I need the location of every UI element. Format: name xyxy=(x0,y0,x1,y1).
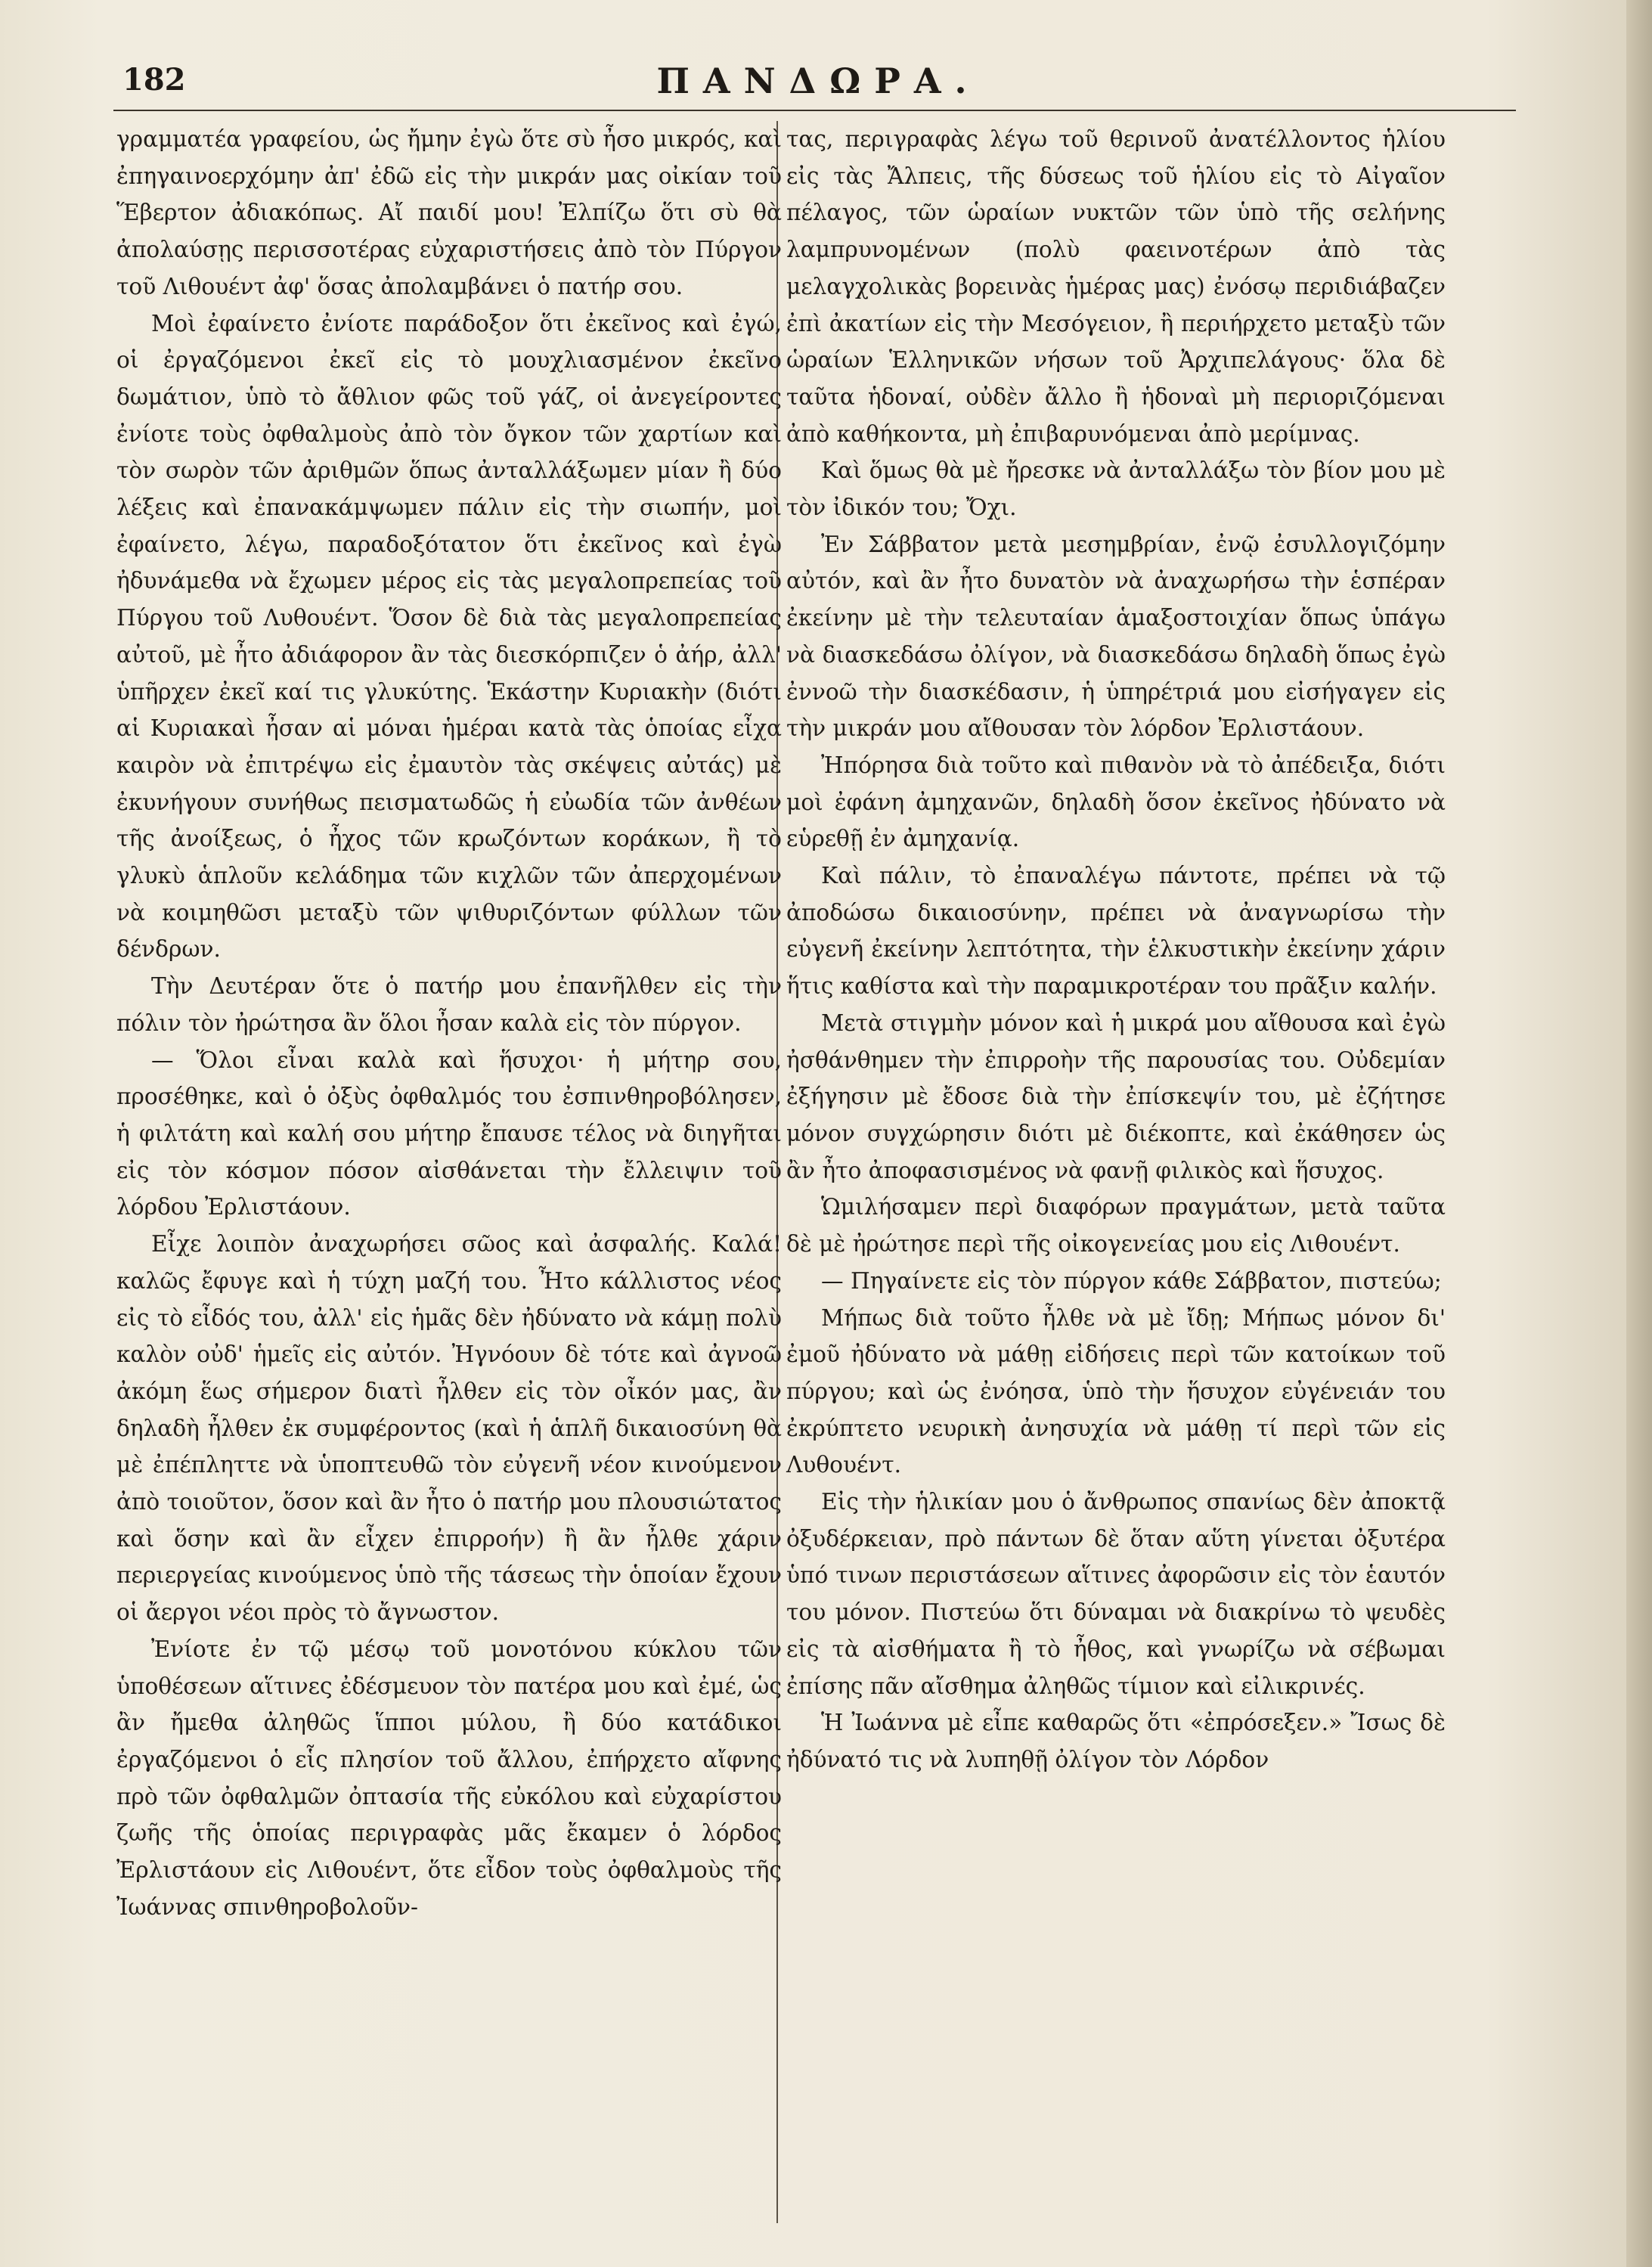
header-rule xyxy=(113,110,1516,111)
paragraph: Ἐν Σάββατον μετὰ μεσημβρίαν, ἐνῷ ἐσυλλογιζόμην αὐτόν, καὶ ἂν ἦτο δυνατὸν νὰ ἀναχωρήσω τὴν ἑσπέραν ἐκείνην μὲ τὴν τελευταίαν ἁμαξοστοιχίαν ὅπως ὑπάγω νὰ διασκεδάσω ὀλίγον, νὰ διασκεδάσω δηλαδὴ ὅπως ἐγὼ ἐννοῶ τὴν διασκέδασιν, ἡ ὑπηρέτριά μου εἰσήγαγεν εἰς τὴν μικράν μου αἴθουσαν τὸν λόρδον Ἐρλιστάουν. xyxy=(786,531,1446,742)
paragraph: — Πηγαίνετε εἰς τὸν πύργον κάθε Σάββατον, πιστεύω; xyxy=(821,1267,1442,1294)
running-header xyxy=(113,59,1523,104)
paragraph: Ἐνίοτε ἐν τῷ μέσῳ τοῦ μονοτόνου κύκλου τῶν ὑποθέσεων αἵτινες ἐδέσμευον τὸν πατέρα μου καὶ ἐμέ, ὡς ἂν ἤμεθα ἀληθῶς ἵπποι μύλου, ἢ δύο κατάδικοι ἐργαζόμενοι ὁ εἷς πλησίον τοῦ ἄλλου, ἐπήρχετο αἴφνης πρὸ τῶν ὀφθαλμῶν ὀπτασία τῆς εὐκόλου καὶ εὐχαρίστου ζωῆς τῆς ὁποίας περιγραφὰς μᾶς ἔκαμεν ὁ λόρδος Ἐρλιστάουν εἰς Λιθουέντ, ὅτε εἶδον τοὺς ὀφθαλμοὺς τῆς Ἰωάννας σπινθηροβολοῦν- xyxy=(116,1636,782,1920)
paragraph: Μοὶ ἐφαίνετο ἐνίοτε παράδοξον ὅτι ἐκεῖνος καὶ ἐγώ, οἱ ἐργαζόμενοι ἐκεῖ εἰς τὸ μουχλιασμένον ἐκεῖνο δωμάτιον, ὑπὸ τὸ ἄθλιον φῶς τοῦ γάζ, οἱ ἀνεγείροντες ἐνίοτε τοὺς ὀφθαλμοὺς ἀπὸ τὸν ὄγκον τῶν χαρτίων καὶ τὸν σωρὸν τῶν ἀριθμῶν ὅπως ἀνταλλάξωμεν μίαν ἢ δύο λέξεις καὶ ἐπανακάμψωμεν πάλιν εἰς τὴν σιωπήν, μοὶ ἐφαίνετο, λέγω, παραδοξότατον ὅτι ἐκεῖνος καὶ ἐγὼ ἠδυνάμεθα νὰ ἔχωμεν μέρος εἰς τὰς μεγαλοπρεπείας τοῦ Πύργου τοῦ Λυθουέντ. Ὅσον δὲ διὰ τὰς μεγαλοπρεπείας αὐτοῦ, μὲ ἦτο ἀδιάφορον ἂν τὰς διεσκόρπιζεν ὁ ἀήρ, ἀλλ' ὑπῆρχεν ἐκεῖ καί τις γλυκύτης. Ἑκάστην Κυριακὴν (διότι αἱ Κυριακαὶ ἦσαν αἱ μόναι ἡμέραι κατὰ τὰς ὁποίας εἶχα καιρὸν νὰ ἐπιτρέψω εἰς ἐμαυτὸν τὰς σκέψεις αὐτάς) μὲ ἐκυνήγουν συνήθως πεισματωδῶς ἡ εὐωδία τῶν ἀνθέων τῆς ἀνοίξεως, ὁ ἦχος τῶν κρωζόντων κοράκων, ἢ τὸ γλυκὺ ἁπλοῦν κελάδημα τῶν κιχλῶν τῶν ἀπερχομένων νὰ κοιμηθῶσι μεταξὺ τῶν ψιθυριζόντων φύλλων τῶν δένδρων. xyxy=(116,310,782,963)
paragraph: Καὶ ὅμως θὰ μὲ ἤρεσκε νὰ ἀνταλλάξω τὸν βίον μου μὲ τὸν ἰδικόν του; Ὄχι. xyxy=(786,457,1446,521)
paragraph: Εἶχε λοιπὸν ἀναχωρήσει σῶος καὶ ἀσφαλής. Καλά! καλῶς ἔφυγε καὶ ἡ τύχη μαζή του. Ἦτο κάλλιστος νέος εἰς τὸ εἶδός του, ἀλλ' εἰς ἡμᾶς δὲν ἠδύνατο νὰ κάμῃ πολὺ καλὸν οὐδ' ἡμεῖς εἰς αὐτόν. Ἠγνόουν δὲ τότε καὶ ἀγνοῶ ἀκόμη ἕως σήμερον διατὶ ἦλθεν εἰς τὸν οἶκόν μας, ἂν δηλαδὴ ἦλθεν ἐκ συμφέροντος (καὶ ἡ ἁπλῆ δικαιοσύνη θὰ μὲ ἐπέπληττε νὰ ὑποπτευθῶ τὸν εὐγενῆ νέον κινούμενον ἀπὸ τοιοῦτον, ὅσον καὶ ἂν ἦτο ὁ πατήρ μου πλουσιώτατος καὶ ὅσην καὶ ἂν εἶχεν ἐπιρροήν) ἢ ἂν ἦλθε χάριν περιεργείας κινούμενος ὑπὸ τῆς τάσεως τὴν ὁποίαν ἔχουν οἱ ἄεργοι νέοι πρὸς τὸ ἄγνωστον. xyxy=(116,1231,782,1626)
page-number: 182 xyxy=(122,62,186,98)
paragraph: Ἠπόρησα διὰ τοῦτο καὶ πιθανὸν νὰ τὸ ἀπέδειξα, διότι μοὶ ἐφάνη ἀμηχανῶν, δηλαδὴ ὅσον ἐκεῖνος ἠδύνατο νὰ εὑρεθῇ ἐν ἀμηχανίᾳ. xyxy=(786,752,1446,852)
journal-title: ΠΑΝΔΩΡΑ. xyxy=(656,60,981,101)
paragraph: Μήπως διὰ τοῦτο ἦλθε νὰ μὲ ἴδῃ; Μήπως μόνον δι' ἐμοῦ ἠδύνατο νὰ μάθῃ εἰδήσεις περὶ τῶν κατοίκων τοῦ πύργου; καὶ ὡς ἐνόησα, ὑπὸ τὴν ἥσυχον εὐγένειάν του ἐκρύπτετο νευρικὴ ἀνησυχία νὰ μάθῃ τί περὶ τῶν εἰς Λυθουέντ. xyxy=(786,1304,1446,1478)
paragraph: Εἰς τὴν ἡλικίαν μου ὁ ἄνθρωπος σπανίως δὲν ἀποκτᾷ ὀξυδέρκειαν, πρὸ πάντων δὲ ὅταν αὕτη γίνεται ὀξυτέρα ὑπό τινων περιστάσεων αἵτινες ἀφορῶσιν εἰς τὸν ἑαυτόν του μόνον. Πιστεύω ὅτι δύναμαι νὰ διακρίνω τὸ ψευδὲς εἰς τὰ αἰσθήματα ἢ τὸ ἦθος, καὶ γνωρίζω νὰ σέβωμαι ἐπίσης πᾶν αἴσθημα ἀληθῶς τίμιον καὶ εἰλικρινές. xyxy=(786,1489,1446,1699)
paragraph: Καὶ πάλιν, τὸ ἐπαναλέγω πάντοτε, πρέπει νὰ τῷ ἀποδώσω δικαιοσύνην, πρέπει νὰ ἀναγνωρίσω τὴν εὐγενῆ ἐκείνην λεπτότητα, τὴν ἑλκυστικὴν ἐκείνην χάριν ἥτις καθίστα καὶ τὴν παραμικροτέραν του πρᾶξιν καλήν. xyxy=(786,863,1446,1000)
paragraph: γραμματέα γραφείου, ὡς ἤμην ἐγὼ ὅτε σὺ ἦσο μικρός, καὶ ἐπηγαινοερχόμην ἀπ' ἐδῶ εἰς τὴν μικράν μας οἰκίαν τοῦ Ἕβερτον ἀδιακόπως. Αἴ παιδί μου! Ἐλπίζω ὅτι σὺ θὰ ἀπολαύσῃς περισσοτέρας εὐχαριστήσεις ἀπὸ τὸν Πύργον τοῦ Λιθουέντ ἀφ' ὅσας ἀπολαμβάνει ὁ πατήρ σου. xyxy=(116,126,782,299)
paragraph: — Ὅλοι εἶναι καλὰ καὶ ἥσυχοι· ἡ μήτηρ σου, προσέθηκε, καὶ ὁ ὀξὺς ὀφθαλμός του ἐσπινθηροβόλησεν, ἡ φιλτάτη καὶ καλή σου μήτηρ ἔπαυσε τέλος νὰ διηγῆται εἰς τὸν κόσμον πόσον αἰσθάνεται τὴν ἔλλειψιν τοῦ λόρδου Ἐρλιστάουν. xyxy=(116,1047,782,1220)
paragraph: Τὴν Δευτέραν ὅτε ὁ πατήρ μου ἐπανῆλθεν εἰς τὴν πόλιν τὸν ἠρώτησα ἂν ὅλοι ἦσαν καλὰ εἰς τὸν πύργον. xyxy=(116,973,782,1036)
paragraph: Ἡ Ἰωάννα μὲ εἶπε καθαρῶς ὅτι «ἐπρόσεξεν.» Ἴσως δὲ ἠδύνατό τις νὰ λυπηθῇ ὀλίγον τὸν Λόρδον xyxy=(786,1710,1446,1772)
right-column xyxy=(786,121,1446,1779)
paragraph: Μετὰ στιγμὴν μόνον καὶ ἡ μικρά μου αἴθουσα καὶ ἐγὼ ἠσθάνθημεν τὴν ἐπιρροὴν τῆς παρουσίας του. Οὐδεμίαν ἐξήγησιν μὲ ἔδοσε διὰ τὴν ἐπίσκεψίν του, μὲ ἐζήτησε μόνον συγχώρησιν διότι μὲ διέκοπτε, καὶ ἐκάθησεν ὡς ἂν ἦτο ἀποφασισμένος νὰ φανῇ φιλικὸς καὶ ἥσυχος. xyxy=(786,1009,1446,1183)
paragraph: τας, περιγραφὰς λέγω τοῦ θερινοῦ ἀνατέλλοντος ἡλίου εἰς τὰς Ἄλπεις, τῆς δύσεως τοῦ ἡλίου εἰς τὸ Αἰγαῖον πέλαγος, τῶν ὡραίων νυκτῶν τῶν ὑπὸ τῆς σελήνης λαμπρυνομένων (πολὺ φαεινοτέρων ἀπὸ τὰς μελαγχολικὰς βορεινὰς ἡμέρας μας) ἐνόσῳ περιδιάβαζεν ἐπὶ ἀκατίων εἰς τὴν Μεσόγειον, ἢ περιήρχετο μεταξὺ τῶν ὡραίων Ἑλληνικῶν νήσων τοῦ Ἀρχιπελάγους· ὅλα δὲ ταῦτα ἡδοναί, οὐδὲν ἄλλο ἢ ἡδοναὶ μὴ περιοριζόμεναι ἀπὸ καθήκοντα, μὴ ἐπιβαρυνόμεναι ἀπὸ μερίμνας. xyxy=(786,126,1446,447)
page-edge xyxy=(1626,0,1652,2267)
paragraph: Ὡμιλήσαμεν περὶ διαφόρων πραγμάτων, μετὰ ταῦτα δὲ μὲ ἠρώτησε περὶ τῆς οἰκογενείας μου εἰς Λιθουέντ. xyxy=(786,1194,1446,1258)
left-column xyxy=(116,121,782,1925)
